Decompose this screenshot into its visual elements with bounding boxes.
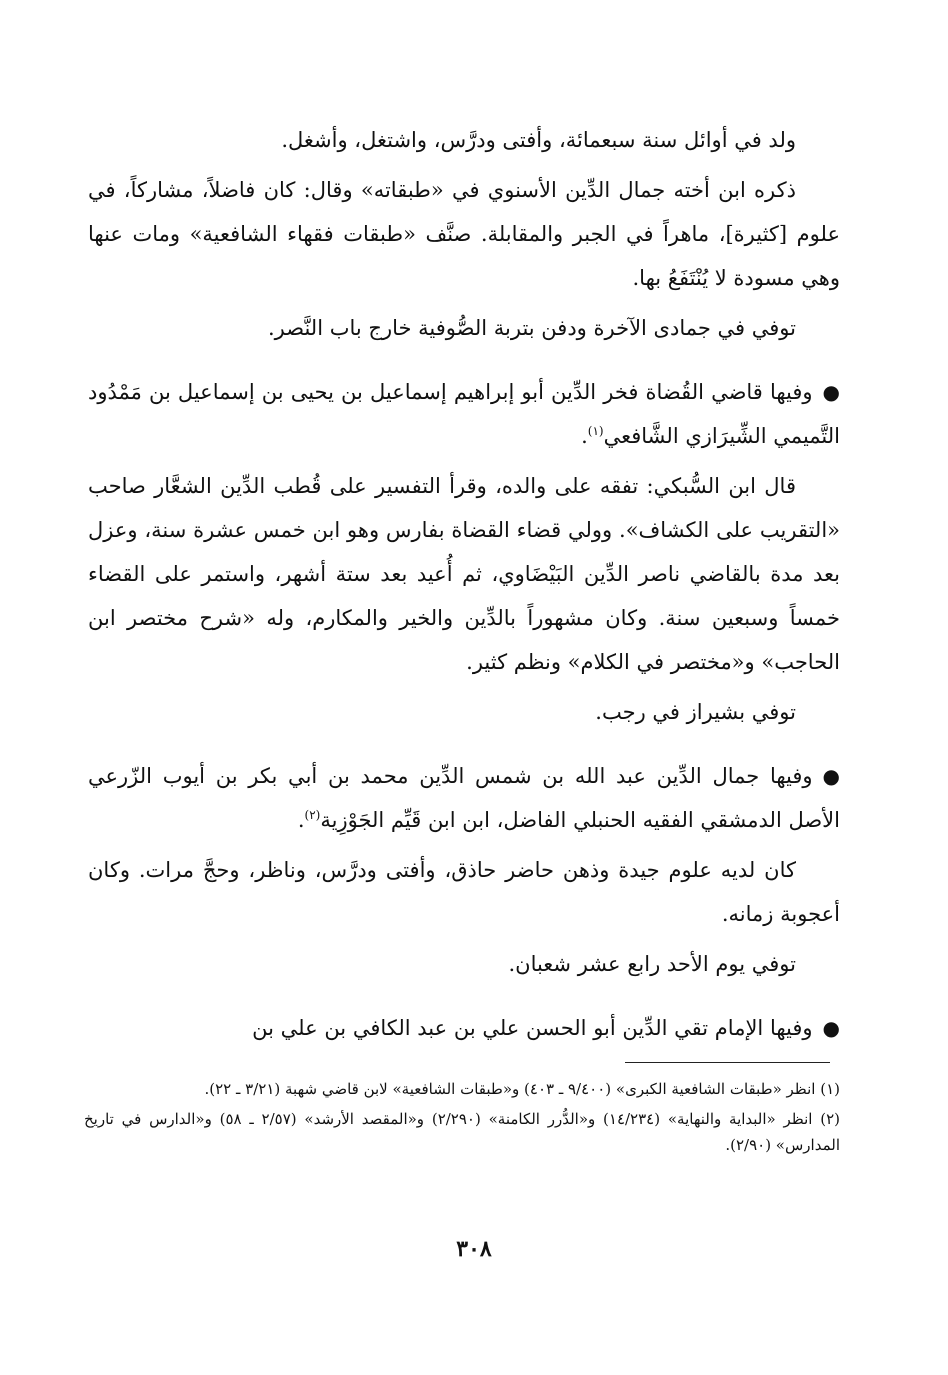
paragraph-text: كان لديه علوم جيدة وذهن حاضر حاذق، وأفتى ودرَّس، وناظر، وحجَّ مرات. وكان أعجوبة زمانه. bbox=[88, 858, 840, 926]
paragraph-text: وفيها جمال الدِّين عبد الله بن شمس الدِّين محمد بن أبي بكر بن أيوب الزّرعي الأصل الدمشقي الفقيه الحنبلي الفاضل، ابن ابن قَيِّم الجَوْزِية bbox=[88, 764, 840, 832]
page-number: ٣٠٨ bbox=[456, 1236, 492, 1262]
footnote-ref-2[interactable]: (٢) bbox=[304, 808, 321, 822]
entry-ibn-qayyim: ●وفيها جمال الدِّين عبد الله بن شمس الدِّين محمد بن أبي بكر بن أيوب الزّرعي الأصل الدمشقي الفقيه الحنبلي الفاضل، ابن ابن قَيِّم الجَوْزِية$^{(٢)}$. bbox=[88, 754, 840, 842]
footnotes bbox=[84, 1076, 840, 1162]
footnote-1: (١) انظر «طبقات الشافعية الكبرى» (٩/٤٠٠ ـ ٤٠٣) و«طبقات الشافعية» لابن قاضي شهبة (٣/٢١ ـ ٢٢). bbox=[204, 1080, 840, 1098]
paragraph-text: توفي بشيراز في رجب. bbox=[595, 700, 796, 724]
paragraph-asnawi bbox=[88, 168, 840, 300]
paragraph-text: وفيها الإمام تقي الدِّين أبو الحسن علي بن عبد الكافي بن علي بن bbox=[252, 1016, 813, 1040]
bullet-icon: ● bbox=[822, 764, 840, 788]
paragraph-death-1 bbox=[88, 306, 840, 350]
paragraph-text: ولد في أوائل سنة سبعمائة، وأفتى ودرَّس، واشتغل، وأشغل. bbox=[281, 128, 796, 152]
paragraph-death-3 bbox=[88, 942, 840, 986]
bullet-icon: ● bbox=[822, 1016, 840, 1040]
paragraph-description bbox=[88, 848, 840, 936]
body-text bbox=[88, 118, 840, 1056]
paragraph-text: ذكره ابن أخته جمال الدِّين الأسنوي في «طبقاته» وقال: كان فاضلاً، مشاركاً، في علوم [كثيرة]، ماهراً في الجبر والمقابلة. صنَّف «طبقات فقهاء الشافعية» ومات عنها وهي مسودة لا يُنْتَفَعُ بها. bbox=[88, 178, 840, 290]
paragraph-death-2 bbox=[88, 690, 840, 734]
paragraph-subki bbox=[88, 464, 840, 684]
entry-taqi-al-din bbox=[88, 1006, 840, 1050]
paragraph-text: توفي يوم الأحد رابع عشر شعبان. bbox=[508, 952, 796, 976]
paragraph-text: قال ابن السُّبكي: تفقه على والده، وقرأ التفسير على قُطب الدِّين الشعَّار صاحب «التقريب على الكشاف». وولي قضاء القضاة بفارس وهو ابن خمس عشرة سنة، وعزل بعد مدة بالقاضي ناصر الدِّين البَيْضَاوي، ثم أُعيد بعد ستة أشهر، واستمر على القضاء خمساً وسبعين سنة. وكان مشهوراً بالدِّين والخير والمكارم، وله «شرح مختصر ابن الحاجب» و«مختصر في الكلام» ونظم كثير. bbox=[88, 474, 840, 674]
entry-shirazi: ●وفيها قاضي القُضاة فخر الدِّين أبو إبراهيم إسماعيل بن يحيى بن إسماعيل بن مَمْدُود التَّميمي الشِّيرَازي الشَّافعي$^{(١)}$. bbox=[88, 370, 840, 458]
footnote-2: (٢) انظر «البداية والنهاية» (١٤/٢٣٤) و«الدُّرر الكامنة» (٢/٢٩٠) و«المقصد الأرشد» (٢/٥٧ ـ ٥٨) و«الدارس في تاريخ المدارس» (٢/٩٠). bbox=[84, 1110, 840, 1154]
footnote-divider bbox=[625, 1062, 830, 1063]
bullet-icon: ● bbox=[822, 380, 840, 404]
paragraph-text: وفيها قاضي القُضاة فخر الدِّين أبو إبراهيم إسماعيل بن يحيى بن إسماعيل بن مَمْدُود التَّميمي الشِّيرَازي الشَّافعي bbox=[88, 380, 840, 448]
footnote-ref-1[interactable]: (١) bbox=[587, 424, 604, 438]
paragraph-birth bbox=[88, 118, 840, 162]
paragraph-text: توفي في جمادى الآخرة ودفن بتربة الصُّوفية خارج باب النَّصر. bbox=[268, 316, 796, 340]
